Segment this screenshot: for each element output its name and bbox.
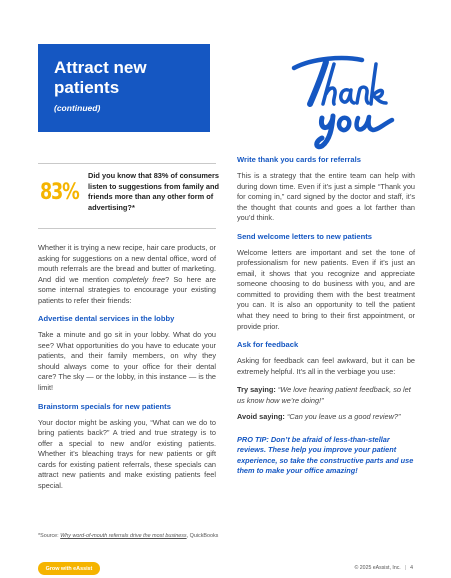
source-link[interactable]: Why word-of-mouth referrals drive the most business: [60, 533, 187, 539]
section-heading-thank-you-cards: Write thank you cards for referrals: [237, 155, 361, 164]
pro-tip: PRO TIP: Don’t be afraid of less-than-stellar reviews. These help you improve your patient experience, so take the constructive parts and use them to make your office amazing!: [237, 434, 414, 476]
thank-you-script-art: [288, 50, 408, 150]
avoid-saying: Avoid saying: “Can you leave us a good review?”: [237, 412, 401, 422]
stat-callout: [38, 163, 219, 229]
copyright: © 2025 eAssist, Inc.: [354, 565, 401, 571]
section-heading-feedback: Ask for feedback: [237, 340, 299, 350]
stat-number: 83%: [40, 180, 79, 205]
footer-info: © 2025 eAssist, Inc. | 4: [354, 565, 413, 571]
source-note: *Source: Why word-of-mouth referrals drive the most business, QuickBooks: [38, 533, 219, 539]
footer-brand-pill: Grow with eAssist: [38, 562, 100, 575]
title-box: [38, 44, 210, 132]
intro-paragraph: Whether it is trying a new recipe, hair care products, or asking for suggestions on a new dental office, word of mouth referrals are the bread and butter of marketing. And did we mention completely free? So here are some internal strategies to encourage your existing patients to refer their friends:: [38, 243, 217, 305]
section-body-thank-you-cards: This is a strategy that the entire team can help with during down time. Even if it’s just a simple “Thank you for coming in,” card signed by the doctor and staff, it’s the thought that counts and goes a lot farther than you’d think.: [237, 171, 415, 223]
section-body-specials: Your doctor might be asking you, “What can we do to bring patients back?” A tried and true strategy is to offer a special to new and/or existing patients. Whether it’s bleaching trays for new patients or gift cards for existing patient referrals, these specials can attract new patients and make existing patients feel special.: [38, 417, 216, 490]
section-body-lobby: Take a minute and go sit in your lobby. What do you see? What opportunities do you have to educate your patients, and their family members, on why they should always come to your office for their dental care? The sky — or the lobby, in this instance — is the limit!: [38, 330, 216, 393]
left-column: [38, 243, 216, 499]
section-body-feedback: Asking for feedback can feel awkward, but it can be extremely helpful. It’s all in the verbiage you use:: [237, 356, 415, 376]
section-heading-lobby: Advertise dental services in the lobby: [38, 314, 175, 324]
stat-text: Did you know that 83% of consumers listen to suggestions from family and friends more than any other form of advertising?*: [88, 171, 219, 212]
section-heading-specials: Brainstorm specials for new patients: [38, 401, 171, 411]
right-column: [237, 155, 415, 477]
page-title: Attract new patients: [54, 58, 147, 97]
section-heading-welcome-letters: Send welcome letters to new patients: [237, 231, 373, 241]
section-body-welcome-letters: Welcome letters are important and set the tone of professionalism for new patients. Even if it’s just an email, it shows that you recognize and appreciate someone choosing to do business with you, and are committed to providing them with the best treatment you can. It is also an opportunity to tell the patient what they need to bring to their first appointment, or provide prior.: [237, 247, 415, 331]
page-subtitle: (continued): [54, 103, 101, 113]
page-number: 4: [410, 565, 413, 571]
try-saying: Try saying: “We love hearing patient feedback, so let us know how we’re doing!”: [237, 385, 411, 405]
